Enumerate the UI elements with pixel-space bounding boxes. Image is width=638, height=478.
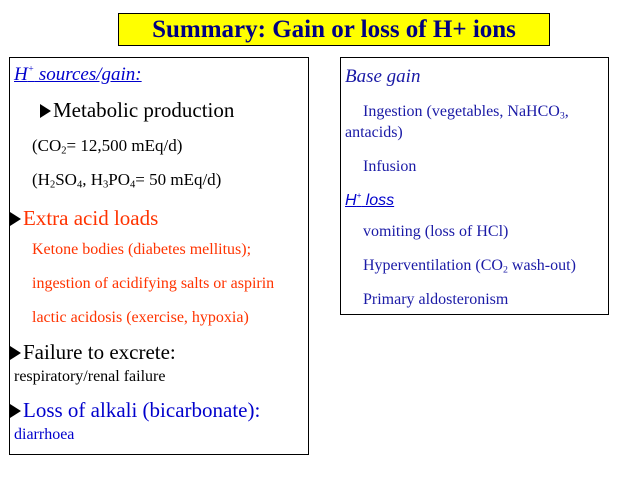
ingestion-sub: 3	[559, 110, 565, 122]
h2so4-sub2: 4	[76, 179, 83, 191]
h2so4-sub1: 2	[49, 179, 56, 191]
infusion-line: Infusion	[363, 158, 417, 175]
extra-acid-item	[10, 206, 158, 231]
h2so4-line	[32, 170, 221, 191]
heading-rest: sources/gain:	[34, 64, 142, 85]
lactic-line: lactic acidosis (exercise, hypoxia)	[32, 309, 249, 326]
h2so4-e: = 50 mEq/d)	[135, 170, 222, 189]
hloss-h: H	[345, 192, 357, 210]
loss-alkali-item	[10, 398, 260, 423]
h2so4-sub3: 3	[103, 179, 109, 191]
co2-b: = 12,500 mEq/d)	[66, 136, 183, 155]
ingestion-line-1	[363, 103, 569, 121]
co2-a: (CO	[32, 136, 62, 155]
h-loss-heading	[345, 191, 394, 210]
diarrhoea-line: diarrhoea	[14, 426, 75, 443]
h2so4-d: PO	[108, 170, 130, 189]
h2so4-c: , H	[82, 170, 103, 189]
hyperventilation-line	[363, 257, 576, 275]
resp-line: respiratory/renal failure	[14, 368, 166, 385]
vomiting-line: vomiting (loss of HCl)	[363, 223, 509, 240]
arrow-bullet-icon	[10, 404, 21, 418]
failure-item	[10, 340, 176, 365]
h2so4-b: SO	[55, 170, 77, 189]
base-gain-box	[340, 57, 609, 315]
co2-line	[32, 136, 182, 157]
arrow-bullet-icon	[10, 346, 21, 360]
hyper-sub: 2	[502, 264, 508, 276]
heading-h: H	[14, 64, 28, 85]
h2so4-sub4: 4	[130, 179, 136, 191]
ingestion-a: Ingestion (vegetables, NaHCO	[363, 103, 560, 120]
hyper-b: wash-out)	[507, 257, 576, 274]
h2so4-a: (H	[32, 170, 50, 189]
hloss-sup: +	[356, 191, 362, 200]
ketone-line: Ketone bodies (diabetes mellitus);	[32, 241, 252, 258]
heading-sup: +	[27, 64, 35, 75]
extra-acid-text: Extra acid loads	[23, 206, 159, 230]
antacids-line: antacids)	[345, 124, 403, 141]
arrow-bullet-icon	[40, 104, 51, 118]
h-sources-box	[9, 57, 309, 455]
loss-alkali-text: Loss of alkali (bicarbonate):	[23, 398, 261, 422]
base-gain-heading: Base gain	[345, 66, 421, 87]
h-sources-heading	[14, 64, 142, 86]
slide-title: Summary: Gain or loss of H+ ions	[152, 15, 516, 43]
ingestion-b: ,	[564, 103, 569, 120]
ingestion-line: ingestion of acidifying salts or aspirin	[32, 275, 275, 292]
arrow-bullet-icon	[10, 212, 21, 226]
metabolic-item	[40, 98, 234, 123]
title-banner	[118, 13, 550, 46]
metabolic-text: Metabolic production	[53, 98, 235, 122]
hyper-a: Hyperventilation (CO	[363, 257, 503, 274]
hloss-rest: loss	[361, 192, 395, 210]
co2-sub: 2	[61, 145, 67, 157]
primary-aldosteronism-line: Primary aldosteronism	[363, 291, 509, 308]
failure-text: Failure to excrete:	[23, 340, 176, 364]
